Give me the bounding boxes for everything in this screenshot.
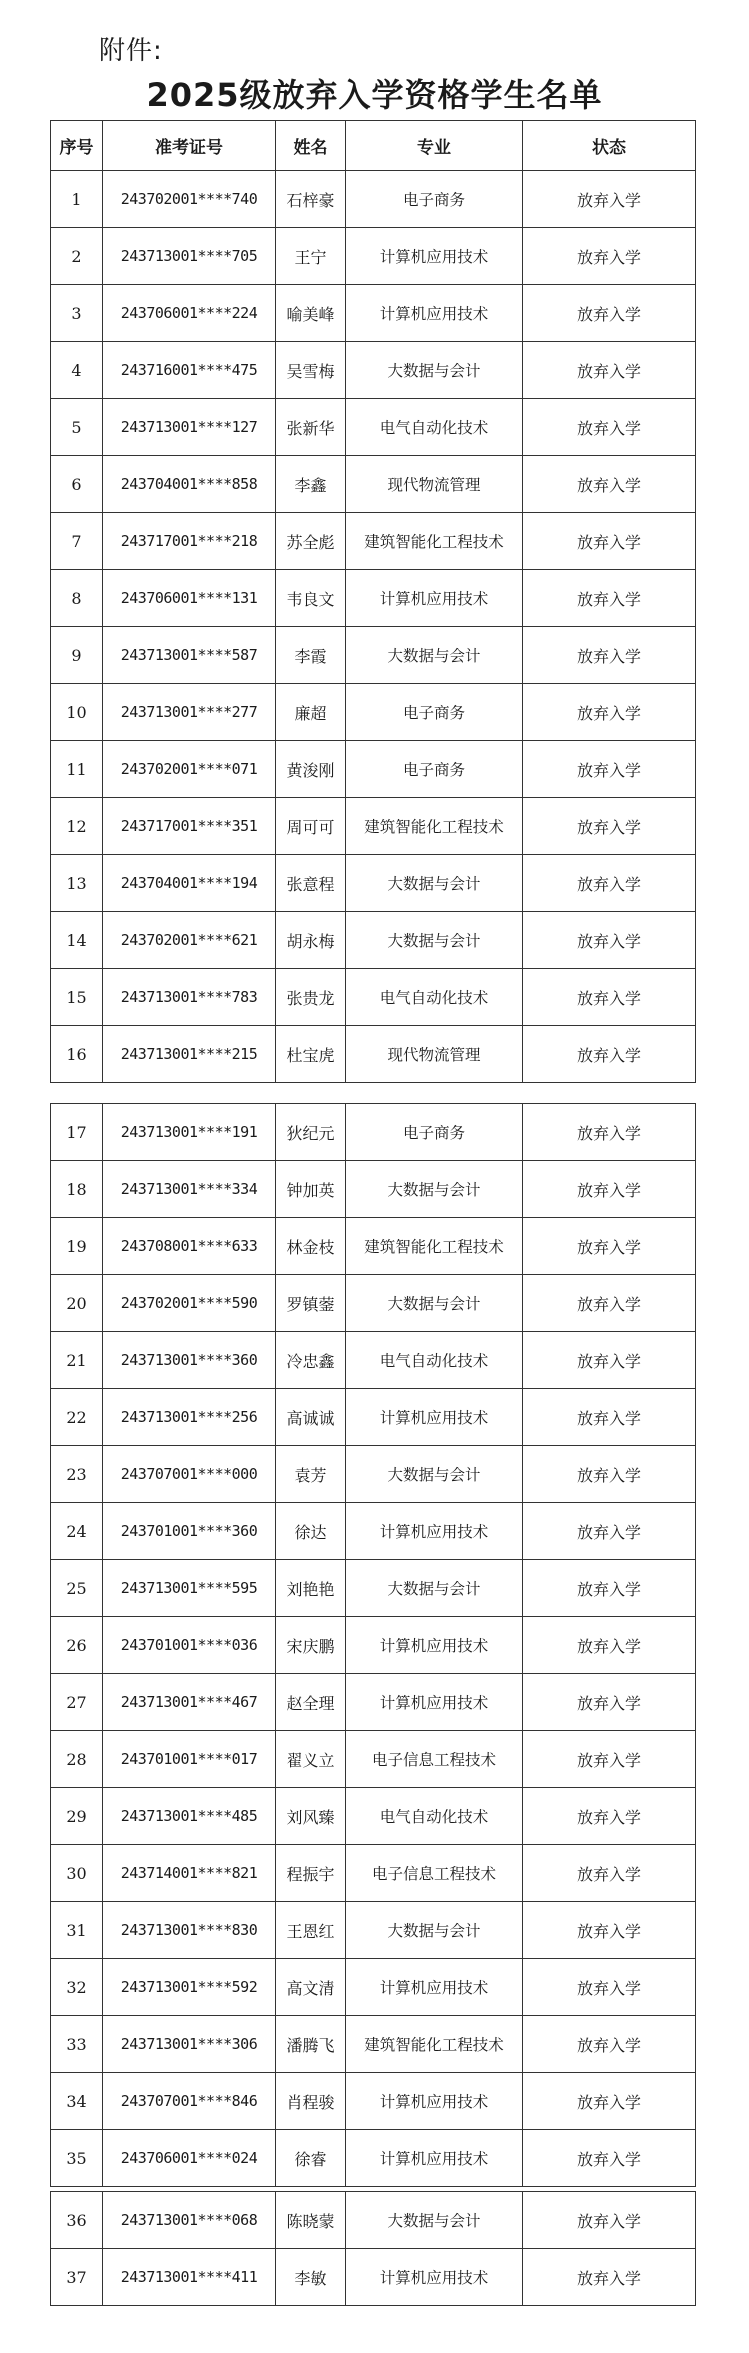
cell-major: 电子信息工程技术 — [346, 1845, 523, 1902]
cell-major: 电子商务 — [346, 684, 523, 741]
cell-status: 放弃入学 — [523, 1503, 696, 1560]
cell-exam-id: 243708001****633 — [103, 1218, 276, 1275]
cell-major: 大数据与会计 — [346, 1446, 523, 1503]
cell-name: 潘腾飞 — [276, 2016, 346, 2073]
table-row — [51, 456, 696, 513]
cell-exam-id: 243717001****218 — [103, 513, 276, 570]
table-row — [51, 1788, 696, 1845]
cell-status: 放弃入学 — [523, 741, 696, 798]
cell-exam-id: 243713001****215 — [103, 1026, 276, 1083]
cell-status: 放弃入学 — [523, 1218, 696, 1275]
cell-major: 计算机应用技术 — [346, 1959, 523, 2016]
table-row — [51, 285, 696, 342]
cell-name: 狄纪元 — [276, 1104, 346, 1161]
cell-no: 34 — [51, 2073, 103, 2130]
cell-no: 11 — [51, 741, 103, 798]
cell-no: 25 — [51, 1560, 103, 1617]
cell-name: 张新华 — [276, 399, 346, 456]
cell-no: 6 — [51, 456, 103, 513]
cell-exam-id: 243701001****036 — [103, 1617, 276, 1674]
cell-major: 计算机应用技术 — [346, 285, 523, 342]
cell-exam-id: 243704001****858 — [103, 456, 276, 513]
cell-name: 赵全理 — [276, 1674, 346, 1731]
cell-status: 放弃入学 — [523, 969, 696, 1026]
cell-name: 程振宇 — [276, 1845, 346, 1902]
student-table-page-1 — [50, 120, 696, 1083]
cell-no: 24 — [51, 1503, 103, 1560]
cell-status: 放弃入学 — [523, 399, 696, 456]
cell-name: 廉超 — [276, 684, 346, 741]
table-row — [51, 969, 696, 1026]
table-row — [51, 2130, 696, 2187]
cell-exam-id: 243707001****000 — [103, 1446, 276, 1503]
cell-exam-id: 243702001****071 — [103, 741, 276, 798]
cell-exam-id: 243702001****621 — [103, 912, 276, 969]
cell-no: 29 — [51, 1788, 103, 1845]
cell-exam-id: 243713001****830 — [103, 1902, 276, 1959]
cell-no: 27 — [51, 1674, 103, 1731]
table-row — [51, 1161, 696, 1218]
cell-status: 放弃入学 — [523, 1275, 696, 1332]
cell-major: 计算机应用技术 — [346, 1617, 523, 1674]
table-row — [51, 1389, 696, 1446]
cell-no: 2 — [51, 228, 103, 285]
cell-exam-id: 243706001****024 — [103, 2130, 276, 2187]
cell-major: 大数据与会计 — [346, 627, 523, 684]
cell-name: 李霞 — [276, 627, 346, 684]
cell-major: 电气自动化技术 — [346, 969, 523, 1026]
student-table-page-2 — [50, 1103, 696, 2187]
cell-exam-id: 243713001****277 — [103, 684, 276, 741]
cell-no: 17 — [51, 1104, 103, 1161]
cell-name: 周可可 — [276, 798, 346, 855]
cell-name: 黄浚刚 — [276, 741, 346, 798]
cell-name: 张贵龙 — [276, 969, 346, 1026]
header-major: 专业 — [346, 121, 523, 171]
cell-exam-id: 243701001****017 — [103, 1731, 276, 1788]
cell-exam-id: 243713001****587 — [103, 627, 276, 684]
cell-exam-id: 243706001****224 — [103, 285, 276, 342]
table-row — [51, 1674, 696, 1731]
cell-no: 21 — [51, 1332, 103, 1389]
cell-status: 放弃入学 — [523, 1788, 696, 1845]
cell-major: 大数据与会计 — [346, 342, 523, 399]
attachment-label: 附件: — [99, 36, 163, 66]
cell-exam-id: 243716001****475 — [103, 342, 276, 399]
cell-major: 大数据与会计 — [346, 855, 523, 912]
cell-name: 袁芳 — [276, 1446, 346, 1503]
cell-exam-id: 243704001****194 — [103, 855, 276, 912]
cell-status: 放弃入学 — [523, 285, 696, 342]
cell-name: 高诚诚 — [276, 1389, 346, 1446]
cell-exam-id: 243713001****334 — [103, 1161, 276, 1218]
cell-major: 建筑智能化工程技术 — [346, 2016, 523, 2073]
cell-major: 电气自动化技术 — [346, 399, 523, 456]
cell-status: 放弃入学 — [523, 1161, 696, 1218]
cell-name: 张意程 — [276, 855, 346, 912]
cell-status: 放弃入学 — [523, 1674, 696, 1731]
cell-name: 王宁 — [276, 228, 346, 285]
cell-exam-id: 243713001****127 — [103, 399, 276, 456]
cell-name: 王恩红 — [276, 1902, 346, 1959]
cell-status: 放弃入学 — [523, 1617, 696, 1674]
cell-name: 刘风臻 — [276, 1788, 346, 1845]
table-row — [51, 1959, 696, 2016]
cell-name: 徐睿 — [276, 2130, 346, 2187]
cell-status: 放弃入学 — [523, 1332, 696, 1389]
cell-exam-id: 243717001****351 — [103, 798, 276, 855]
table-row — [51, 399, 696, 456]
cell-no: 7 — [51, 513, 103, 570]
cell-exam-id: 243713001****360 — [103, 1332, 276, 1389]
cell-exam-id: 243713001****191 — [103, 1104, 276, 1161]
cell-name: 李敏 — [276, 2249, 346, 2306]
cell-status: 放弃入学 — [523, 1845, 696, 1902]
page-title: 2025级放弃入学资格学生名单 — [146, 76, 603, 114]
cell-status: 放弃入学 — [523, 798, 696, 855]
table-row — [51, 1026, 696, 1083]
cell-major: 计算机应用技术 — [346, 1503, 523, 1560]
cell-no: 22 — [51, 1389, 103, 1446]
cell-no: 31 — [51, 1902, 103, 1959]
table-row — [51, 2073, 696, 2130]
cell-exam-id: 243713001****068 — [103, 2192, 276, 2249]
cell-major: 建筑智能化工程技术 — [346, 513, 523, 570]
cell-status: 放弃入学 — [523, 1026, 696, 1083]
cell-no: 14 — [51, 912, 103, 969]
cell-status: 放弃入学 — [523, 1731, 696, 1788]
cell-name: 翟义立 — [276, 1731, 346, 1788]
cell-name: 宋庆鹏 — [276, 1617, 346, 1674]
cell-status: 放弃入学 — [523, 456, 696, 513]
cell-major: 计算机应用技术 — [346, 2249, 523, 2306]
table-row — [51, 684, 696, 741]
cell-no: 10 — [51, 684, 103, 741]
cell-name: 胡永梅 — [276, 912, 346, 969]
cell-name: 李鑫 — [276, 456, 346, 513]
table-row — [51, 1617, 696, 1674]
cell-status: 放弃入学 — [523, 2249, 696, 2306]
table-row — [51, 513, 696, 570]
cell-major: 计算机应用技术 — [346, 228, 523, 285]
cell-exam-id: 243713001****306 — [103, 2016, 276, 2073]
cell-status: 放弃入学 — [523, 2073, 696, 2130]
cell-major: 建筑智能化工程技术 — [346, 798, 523, 855]
student-table-page-3 — [50, 2191, 696, 2306]
cell-status: 放弃入学 — [523, 2130, 696, 2187]
cell-name: 石梓豪 — [276, 171, 346, 228]
cell-status: 放弃入学 — [523, 1560, 696, 1617]
header-name: 姓名 — [276, 121, 346, 171]
cell-major: 电子商务 — [346, 171, 523, 228]
cell-name: 吴雪梅 — [276, 342, 346, 399]
cell-no: 13 — [51, 855, 103, 912]
cell-no: 35 — [51, 2130, 103, 2187]
cell-major: 电子商务 — [346, 741, 523, 798]
table-row — [51, 1446, 696, 1503]
cell-exam-id: 243706001****131 — [103, 570, 276, 627]
cell-exam-id: 243702001****590 — [103, 1275, 276, 1332]
cell-no: 3 — [51, 285, 103, 342]
cell-exam-id: 243713001****705 — [103, 228, 276, 285]
cell-name: 韦良文 — [276, 570, 346, 627]
cell-name: 喻美峰 — [276, 285, 346, 342]
table-row — [51, 912, 696, 969]
cell-status: 放弃入学 — [523, 570, 696, 627]
table-row — [51, 1503, 696, 1560]
cell-status: 放弃入学 — [523, 1902, 696, 1959]
cell-name: 肖程骏 — [276, 2073, 346, 2130]
cell-status: 放弃入学 — [523, 912, 696, 969]
cell-status: 放弃入学 — [523, 1104, 696, 1161]
table-row — [51, 1845, 696, 1902]
cell-no: 15 — [51, 969, 103, 1026]
cell-no: 4 — [51, 342, 103, 399]
cell-no: 30 — [51, 1845, 103, 1902]
table-row — [51, 171, 696, 228]
cell-no: 37 — [51, 2249, 103, 2306]
cell-major: 电子商务 — [346, 1104, 523, 1161]
cell-no: 26 — [51, 1617, 103, 1674]
table-row — [51, 2249, 696, 2306]
cell-status: 放弃入学 — [523, 228, 696, 285]
cell-exam-id: 243713001****485 — [103, 1788, 276, 1845]
cell-major: 大数据与会计 — [346, 912, 523, 969]
cell-exam-id: 243714001****821 — [103, 1845, 276, 1902]
table-row — [51, 1218, 696, 1275]
table-row — [51, 1332, 696, 1389]
table-row — [51, 570, 696, 627]
cell-no: 1 — [51, 171, 103, 228]
cell-major: 计算机应用技术 — [346, 1389, 523, 1446]
table-row — [51, 627, 696, 684]
table-row — [51, 342, 696, 399]
table-header-row — [51, 121, 696, 171]
cell-exam-id: 243713001****467 — [103, 1674, 276, 1731]
cell-no: 36 — [51, 2192, 103, 2249]
cell-name: 苏全彪 — [276, 513, 346, 570]
cell-exam-id: 243713001****411 — [103, 2249, 276, 2306]
cell-no: 23 — [51, 1446, 103, 1503]
cell-major: 计算机应用技术 — [346, 2073, 523, 2130]
cell-no: 28 — [51, 1731, 103, 1788]
cell-no: 8 — [51, 570, 103, 627]
cell-exam-id: 243713001****783 — [103, 969, 276, 1026]
cell-no: 19 — [51, 1218, 103, 1275]
cell-name: 刘艳艳 — [276, 1560, 346, 1617]
table-row — [51, 1902, 696, 1959]
cell-status: 放弃入学 — [523, 1959, 696, 2016]
cell-status: 放弃入学 — [523, 1389, 696, 1446]
cell-name: 杜宝虎 — [276, 1026, 346, 1083]
cell-major: 计算机应用技术 — [346, 570, 523, 627]
table-row — [51, 1275, 696, 1332]
cell-major: 电气自动化技术 — [346, 1788, 523, 1845]
cell-major: 计算机应用技术 — [346, 2130, 523, 2187]
cell-exam-id: 243707001****846 — [103, 2073, 276, 2130]
table-row — [51, 2016, 696, 2073]
cell-status: 放弃入学 — [523, 342, 696, 399]
cell-no: 9 — [51, 627, 103, 684]
cell-no: 32 — [51, 1959, 103, 2016]
table-row — [51, 228, 696, 285]
cell-status: 放弃入学 — [523, 627, 696, 684]
cell-major: 大数据与会计 — [346, 1275, 523, 1332]
table-row — [51, 2192, 696, 2249]
cell-name: 高文清 — [276, 1959, 346, 2016]
cell-exam-id: 243713001****256 — [103, 1389, 276, 1446]
cell-no: 12 — [51, 798, 103, 855]
cell-status: 放弃入学 — [523, 1446, 696, 1503]
cell-status: 放弃入学 — [523, 513, 696, 570]
table-row — [51, 1731, 696, 1788]
cell-status: 放弃入学 — [523, 171, 696, 228]
cell-major: 大数据与会计 — [346, 1560, 523, 1617]
header-status: 状态 — [523, 121, 696, 171]
cell-no: 5 — [51, 399, 103, 456]
cell-exam-id: 243702001****740 — [103, 171, 276, 228]
cell-exam-id: 243713001****595 — [103, 1560, 276, 1617]
cell-major: 电气自动化技术 — [346, 1332, 523, 1389]
cell-no: 18 — [51, 1161, 103, 1218]
table-row — [51, 1104, 696, 1161]
table-row — [51, 855, 696, 912]
cell-name: 罗镇蓥 — [276, 1275, 346, 1332]
cell-no: 16 — [51, 1026, 103, 1083]
header-no: 序号 — [51, 121, 103, 171]
cell-major: 大数据与会计 — [346, 2192, 523, 2249]
header-exam-id: 准考证号 — [103, 121, 276, 171]
cell-name: 钟加英 — [276, 1161, 346, 1218]
cell-major: 电子信息工程技术 — [346, 1731, 523, 1788]
cell-major: 建筑智能化工程技术 — [346, 1218, 523, 1275]
cell-no: 33 — [51, 2016, 103, 2073]
cell-name: 冷忠鑫 — [276, 1332, 346, 1389]
table-row — [51, 1560, 696, 1617]
cell-status: 放弃入学 — [523, 2016, 696, 2073]
cell-name: 徐达 — [276, 1503, 346, 1560]
cell-major: 计算机应用技术 — [346, 1674, 523, 1731]
cell-status: 放弃入学 — [523, 684, 696, 741]
table-row — [51, 741, 696, 798]
cell-status: 放弃入学 — [523, 855, 696, 912]
cell-status: 放弃入学 — [523, 2192, 696, 2249]
cell-exam-id: 243701001****360 — [103, 1503, 276, 1560]
table-row — [51, 798, 696, 855]
cell-major: 大数据与会计 — [346, 1161, 523, 1218]
cell-major: 大数据与会计 — [346, 1902, 523, 1959]
cell-name: 陈晓蒙 — [276, 2192, 346, 2249]
cell-major: 现代物流管理 — [346, 1026, 523, 1083]
cell-exam-id: 243713001****592 — [103, 1959, 276, 2016]
cell-no: 20 — [51, 1275, 103, 1332]
cell-major: 现代物流管理 — [346, 456, 523, 513]
cell-name: 林金枝 — [276, 1218, 346, 1275]
